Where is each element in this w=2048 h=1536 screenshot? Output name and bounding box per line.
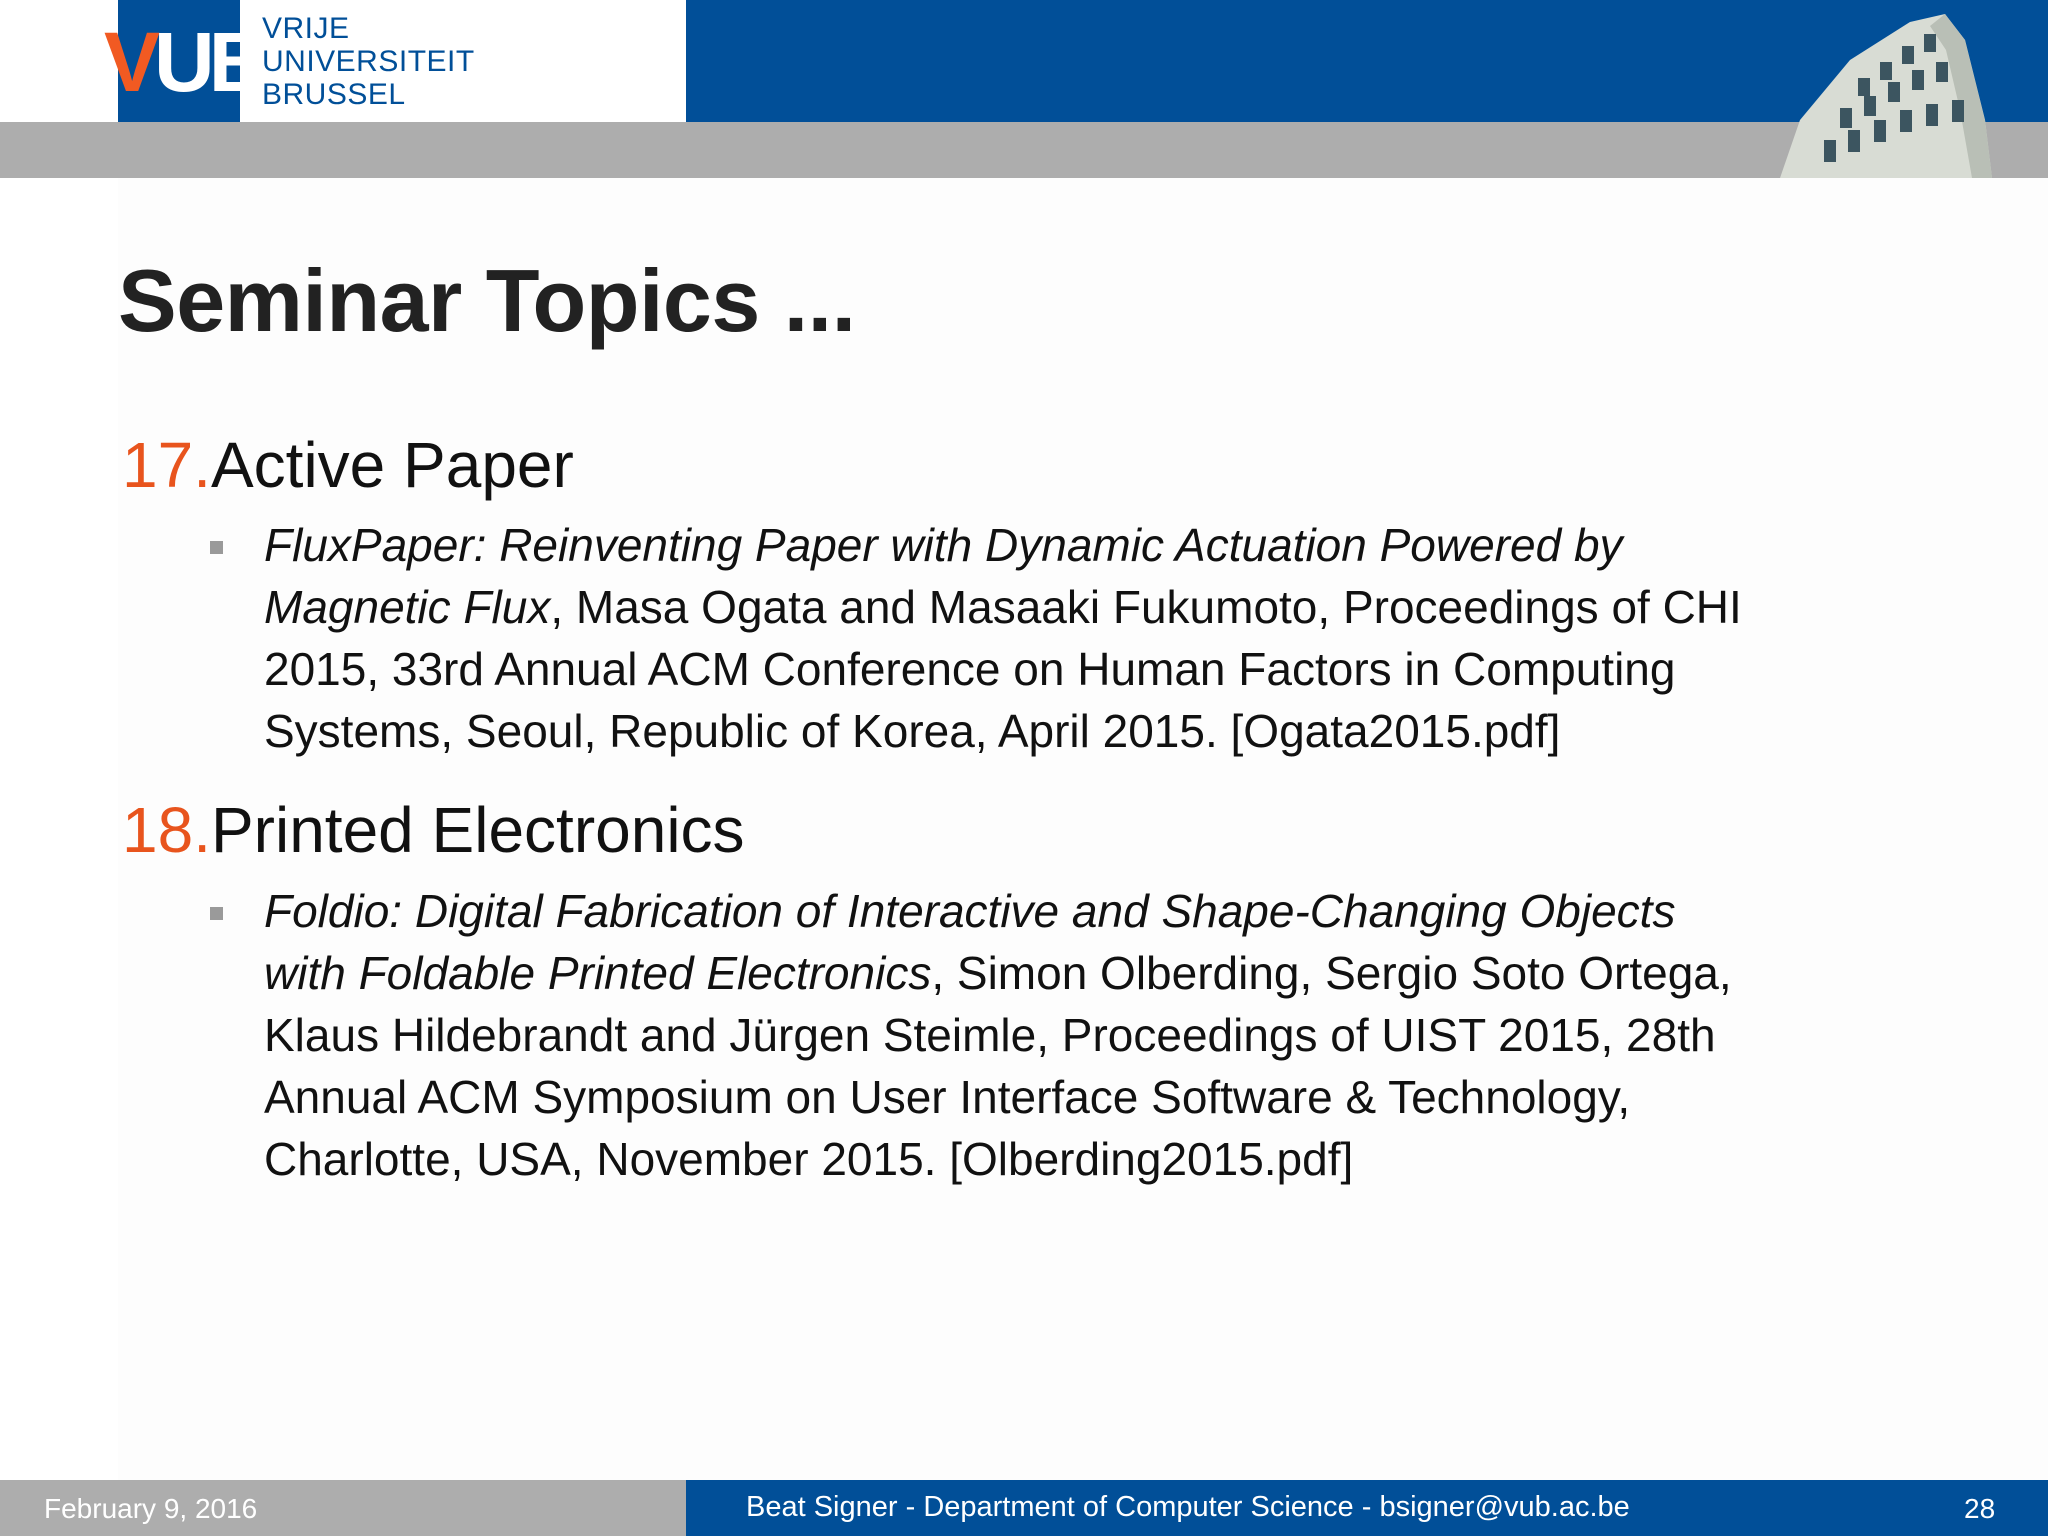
slide-title: Seminar Topics ... <box>118 251 856 350</box>
topic-17-reference <box>264 514 1984 762</box>
page-number: 28 <box>1964 1493 1996 1524</box>
footer-author: Beat Signer - Department of Computer Science - bsigner@vub.ac.be <box>746 1491 1630 1523</box>
reference-line: Charlotte, USA, November 2015. [Olberding2015.pdf] <box>264 1133 1354 1185</box>
university-name-line-3: BRUSSEL <box>262 78 406 111</box>
topic-name: Active Paper <box>210 429 574 501</box>
footer-date: February 9, 2016 <box>44 1493 258 1524</box>
topic-18-reference <box>264 880 1984 1190</box>
reference-line: Klaus Hildebrandt and Jürgen Steimle, Proceedings of UIST 2015, 28th <box>264 1009 1716 1061</box>
building-photo-icon <box>1740 0 2000 178</box>
topic-number: 17. <box>122 429 211 501</box>
vub-logo-icon: VUB <box>104 15 264 109</box>
reference-line: FluxPaper: Reinventing Paper with Dynamic Actuation Powered by <box>264 519 1623 571</box>
university-name-line-1: VRIJE <box>262 12 350 45</box>
university-name-line-2: UNIVERSITEIT <box>262 45 475 78</box>
reference-line: 2015, 33rd Annual ACM Conference on Human Factors in Computing <box>264 643 1676 695</box>
square-bullet-icon <box>210 907 223 920</box>
reference-line: Foldio: Digital Fabrication of Interactive and Shape-Changing Objects <box>264 885 1676 937</box>
reference-line: Annual ACM Symposium on User Interface Software & Technology, <box>264 1071 1631 1123</box>
square-bullet-icon <box>210 541 223 554</box>
topic-17-heading <box>122 428 574 502</box>
reference-line: with Foldable Printed Electronics, Simon Olberding, Sergio Soto Ortega, <box>264 947 1732 999</box>
reference-line: Systems, Seoul, Republic of Korea, April 2015. [Ogata2015.pdf] <box>264 705 1561 757</box>
topic-number: 18. <box>122 794 211 866</box>
reference-line: Magnetic Flux, Masa Ogata and Masaaki Fukumoto, Proceedings of CHI <box>264 581 1742 633</box>
topic-name: Printed Electronics <box>210 794 745 866</box>
university-name <box>262 12 475 111</box>
topic-18-heading <box>122 793 745 867</box>
